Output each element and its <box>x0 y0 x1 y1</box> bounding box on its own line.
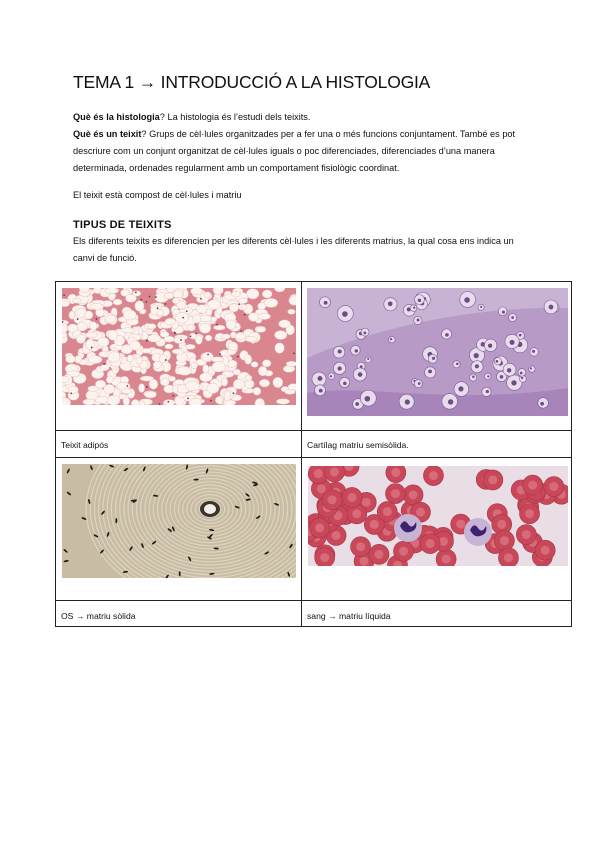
question-histology-label: Què és la histologia <box>73 112 160 122</box>
question-tissue <box>73 126 533 177</box>
page-title: TEMA 1 → INTRODUCCIÓ A LA HISTOLOGIA <box>73 72 431 92</box>
cell-caption: Cartílag matriu semisòlida. <box>307 440 409 450</box>
cartilage-image <box>307 288 568 416</box>
cell-caption: Teixit adipós <box>61 440 109 450</box>
composition-text: El teixit està compost de cèl·lules i matriu <box>73 190 242 200</box>
adipose-tissue-image <box>62 288 296 405</box>
question-histology <box>73 109 533 126</box>
cell-caption: sang → matriu líquida <box>307 611 391 621</box>
question-tissue-label: Què és un teixit <box>73 129 142 139</box>
question-histology-answer: ? La histologia és l’estudi dels teixits. <box>159 112 311 122</box>
table-divider <box>56 430 571 431</box>
blood-smear-image <box>308 466 568 566</box>
tissue-table <box>55 281 572 627</box>
cell-caption: OS → matriu sòlida <box>61 611 136 621</box>
table-divider <box>56 600 571 601</box>
question-tissue-answer: ? Grups de cèl·lules organitzades per a fer una o més funcions conjuntament. També es pot descriure com un conjunt organitzat de cèl·lules iguals o poc diferenciades, diferenciades d’una manera determinada, ordenades regularment amb un comportament fisiològic coordinat. <box>73 129 516 173</box>
table-divider <box>56 457 571 458</box>
bone-image <box>62 464 296 578</box>
section-text: Els diferents teixits es diferencien per les diferents cèl·lules i les diferents matrius, la qual cosa ens indica un canvi de funció. <box>73 236 514 263</box>
table-divider-vertical <box>301 282 302 626</box>
section-heading: TIPUS DE TEIXITS <box>73 219 172 231</box>
